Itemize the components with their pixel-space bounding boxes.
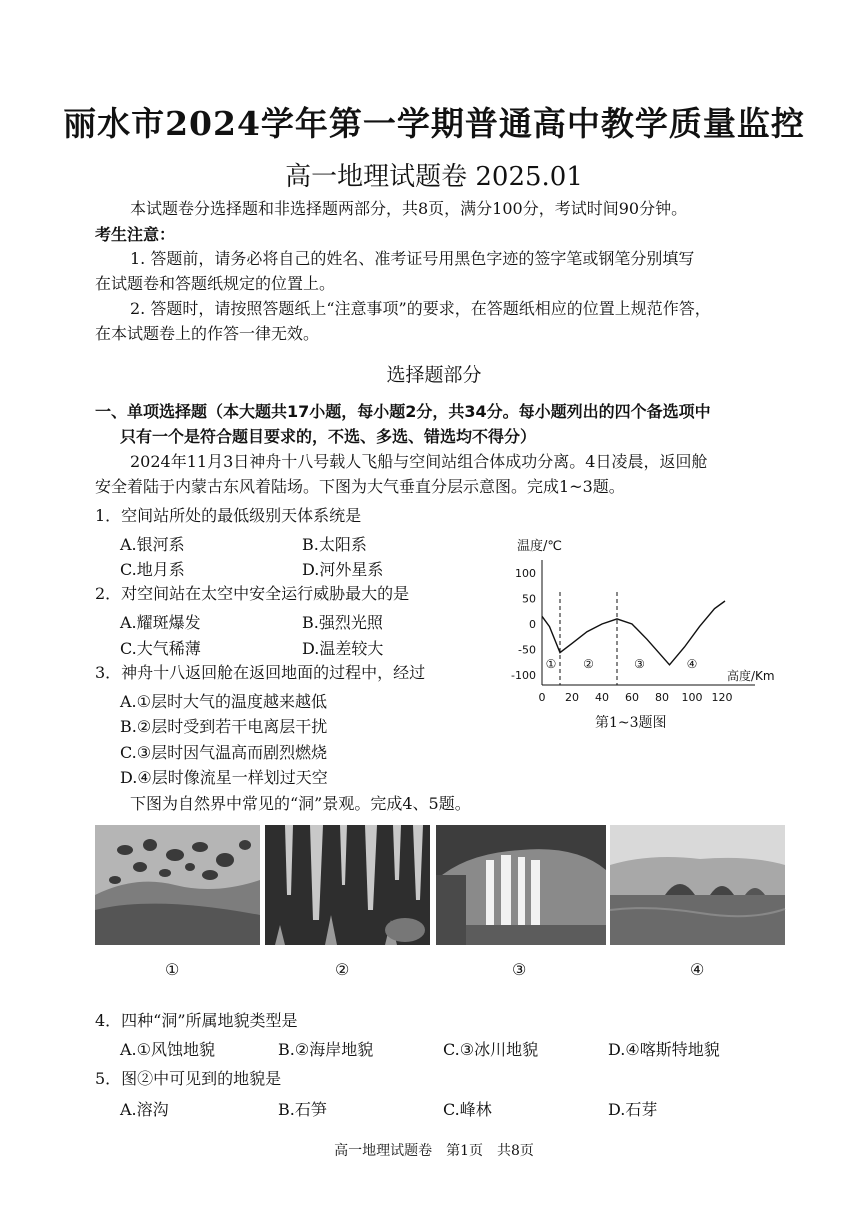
chart-layer-label: ③ (634, 657, 645, 671)
section-title: 选择题部分 (386, 364, 482, 386)
chart-ylabel: 温度/℃ (517, 539, 562, 554)
photo-caption-1: ① (165, 960, 180, 979)
chart-layer-label: ① (545, 657, 557, 671)
photo-4-sea-arch (610, 825, 785, 945)
photo-3-waterfall-cave (436, 825, 606, 945)
q4-option-d: D.④喀斯特地貌 (608, 1040, 720, 1059)
chart-xtick-label: 60 (625, 691, 639, 704)
question-5: 5．图②中可见到的地貌是 (95, 1069, 282, 1088)
q4-option-c: C.③冰川地貌 (443, 1040, 539, 1059)
material-2: 下图为自然界中常见的“洞”景观。完成4、5题。 (130, 794, 471, 813)
exam-subtitle: 高一地理试题卷 2025.01 (285, 162, 583, 192)
material-1-line2: 安全着陆于内蒙古东风着陆场。下图为大气垂直分层示意图。完成1~3题。 (95, 477, 625, 496)
q3-option-c: C.③层时因气温高而剧烈燃烧 (120, 743, 328, 762)
photo-caption-4: ④ (690, 960, 705, 979)
note-1b: 在试题卷和答题纸规定的位置上。 (95, 274, 336, 293)
question-3: 3．神舟十八返回舱在返回地面的过程中，经过 (95, 663, 426, 682)
chart-xtick-label: 80 (655, 691, 669, 704)
chart-xtick-label: 120 (711, 691, 733, 704)
q2-option-c: C.大气稀薄 (120, 639, 201, 658)
intro-line: 本试题卷分选择题和非选择题两部分，共8页，满分100分，考试时间90分钟。 (130, 199, 688, 218)
question-2: 2．对空间站在太空中安全运行威胁最大的是 (95, 584, 410, 603)
q4-option-b: B.②海岸地貌 (278, 1040, 374, 1059)
part1-heading-a: 一、单项选择题（本大题共17小题，每小题2分，共34分。每小题列出的四个备选项中 (95, 402, 711, 421)
chart-xlabel: 高度/Km (727, 669, 775, 683)
photo-caption-2: ② (335, 960, 350, 979)
chart-xtick-label: 0 (538, 691, 546, 704)
chart-ytick-label: -50 (518, 643, 536, 657)
chart-temperature-line (542, 601, 725, 665)
exam-title: 丽水市2024学年第一学期普通高中教学质量监控 (63, 104, 805, 143)
q1-option-c: C.地月系 (120, 560, 185, 579)
chart-xtick-label: 20 (565, 691, 579, 704)
q3-option-a: A.①层时大气的温度越来越低 (120, 692, 327, 711)
chart-caption: 第1~3题图 (595, 715, 667, 731)
note-1a: 1. 答题前，请务必将自己的姓名、准考证号用黑色字迹的签字笔或钢笔分别填写 (130, 249, 695, 268)
chart-layer-label: ② (583, 657, 594, 671)
q1-option-d: D.河外星系 (302, 560, 384, 579)
material-1-line1: 2024年11月3日神舟十八号载人飞船与空间站组合体成功分离。4日凌晨，返回舱 (130, 452, 708, 471)
note-2b: 在本试题卷上的作答一律无效。 (95, 324, 320, 343)
question-1: 1．空间站所处的最低级别天体系统是 (95, 506, 362, 525)
q5-option-b: B.石笋 (278, 1100, 327, 1119)
q5-option-c: C.峰林 (443, 1100, 492, 1119)
atmosphere-layer-chart (505, 530, 775, 740)
q2-option-d: D.温差较大 (302, 639, 384, 658)
photo-2-karst-cave (265, 825, 430, 945)
photo-caption-3: ③ (512, 960, 527, 979)
chart-ytick-label: 0 (529, 618, 536, 631)
q2-option-b: B.强烈光照 (302, 613, 383, 632)
note-2a: 2. 答题时，请按照答题纸上“注意事项”的要求，在答题纸相应的位置上规范作答， (130, 299, 711, 318)
chart-ytick-label: 50 (522, 592, 536, 606)
q2-option-a: A.耀斑爆发 (120, 613, 201, 632)
q4-option-a: A.①风蚀地貌 (120, 1040, 215, 1059)
q3-option-b: B.②层时受到若干电离层干扰 (120, 717, 328, 736)
q5-option-a: A.溶沟 (120, 1100, 169, 1119)
question-4: 4．四种“洞”所属地貌类型是 (95, 1011, 298, 1030)
q5-option-d: D.石芽 (608, 1100, 658, 1119)
chart-ytick-label: 100 (515, 567, 536, 580)
chart-xtick-label: 40 (595, 691, 609, 704)
q3-option-d: D.④层时像流星一样划过天空 (120, 768, 328, 787)
chart-layer-label: ④ (686, 657, 698, 671)
photo-1-honeycomb-rock (95, 825, 260, 945)
notice-title: 考生注意： (95, 225, 176, 244)
q1-option-b: B.太阳系 (302, 535, 367, 554)
q1-option-a: A.银河系 (120, 535, 185, 554)
chart-ytick-label: -100 (511, 669, 536, 682)
part1-heading-b: 只有一个是符合题目要求的，不选、多选、错选均不得分） (120, 427, 537, 446)
chart-xtick-label: 100 (681, 691, 703, 704)
page-footer: 高一地理试题卷 第1页 共8页 (334, 1143, 534, 1159)
